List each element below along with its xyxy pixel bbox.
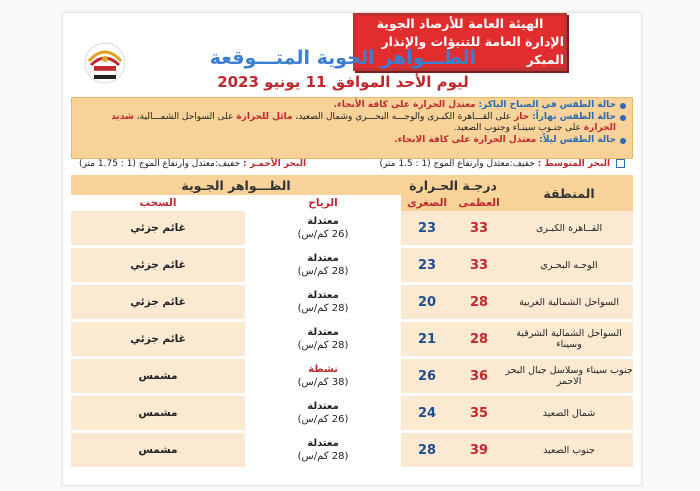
region-cell: السواحل الشمالية الشرقية وسيناء bbox=[505, 321, 633, 358]
min-temp-cell: 23 bbox=[401, 247, 453, 284]
min-temp-cell: 24 bbox=[401, 395, 453, 432]
header-cloud: السحب bbox=[71, 195, 245, 211]
region-cell: شمال الصعيد bbox=[505, 395, 633, 432]
cloud-cell: مشمس bbox=[71, 432, 245, 469]
region-cell: السواحل الشمالية الغربية bbox=[505, 284, 633, 321]
table-row bbox=[71, 284, 633, 321]
max-temp-cell: 28 bbox=[453, 321, 505, 358]
header-region: المنطقة bbox=[505, 175, 633, 211]
region-cell: القــاهرة الكبـرى bbox=[505, 211, 633, 247]
header-min: الصغرى bbox=[401, 195, 453, 211]
wind-cell bbox=[245, 247, 401, 284]
page-title: الظـــواهر الجوية المتـــوقعة bbox=[209, 47, 477, 69]
header-max: العظمى bbox=[453, 195, 505, 211]
table-row bbox=[71, 432, 633, 469]
day-regions-3: على جنـوب سينـاء وجنوب الصعيد. bbox=[453, 123, 581, 133]
org-line-1: الهيئة العامة للأرصاد الجوية bbox=[376, 16, 544, 31]
wind-state: معتدلة bbox=[307, 253, 339, 264]
wind-cell bbox=[245, 321, 401, 358]
day-warm: مائل للحرارة bbox=[236, 112, 293, 122]
red-sea-text: خفيف:معتدل وارتفاع الموج (1 : 1.75 متر) bbox=[79, 159, 241, 169]
day-regions-2: على السواحل الشمـــالية، bbox=[136, 112, 234, 122]
cloud-cell: غائم جزئي bbox=[71, 247, 245, 284]
region-cell: الوجـه البحـري bbox=[505, 247, 633, 284]
wind-speed: (26 كم/س) bbox=[297, 414, 349, 425]
sea-mediterranean bbox=[379, 159, 625, 173]
min-temp-cell: 21 bbox=[401, 321, 453, 358]
table-row bbox=[71, 211, 633, 247]
wind-speed: (28 كم/س) bbox=[297, 340, 349, 351]
weather-summary bbox=[71, 97, 633, 159]
header-wind: الرياح bbox=[245, 195, 401, 211]
date-value: 11 يونيو 2023 bbox=[217, 73, 327, 91]
wind-state: معتدلة bbox=[307, 401, 339, 412]
cloud-cell: مشمس bbox=[71, 358, 245, 395]
checkbox-icon bbox=[616, 159, 625, 168]
meteorology-logo-icon bbox=[81, 39, 129, 87]
bullet-icon bbox=[620, 115, 626, 121]
sea-red bbox=[79, 159, 306, 173]
max-temp-cell: 39 bbox=[453, 432, 505, 469]
med-text: خفيف:معتدل وارتفاع الموج (1 : 1.5 متر) bbox=[379, 159, 535, 169]
bullet-icon bbox=[620, 103, 626, 109]
wind-state: معتدلة bbox=[307, 216, 339, 227]
wind-state: معتدلة bbox=[307, 290, 339, 301]
night-text: معتدل الحرارة على كافة الانحاء. bbox=[394, 135, 537, 145]
cloud-cell: غائم جزئي bbox=[71, 284, 245, 321]
day-very-hot: شديد الحرارة bbox=[111, 112, 616, 133]
org-line-2: الإدارة العامة للتنبؤات والإنذار المبكر bbox=[381, 34, 564, 67]
wind-cell bbox=[245, 284, 401, 321]
header-phenomena: الظـــواهر الجـوية bbox=[71, 175, 401, 195]
wind-state: نشطة bbox=[308, 364, 338, 375]
summary-day bbox=[78, 112, 626, 134]
bullet-icon bbox=[620, 138, 626, 144]
max-temp-cell: 33 bbox=[453, 211, 505, 247]
summary-morning bbox=[78, 100, 626, 111]
day-hot: حار bbox=[514, 112, 530, 122]
wind-cell bbox=[245, 395, 401, 432]
min-temp-cell: 23 bbox=[401, 211, 453, 247]
table-row bbox=[71, 247, 633, 284]
med-label: البحر المتوسط : bbox=[537, 159, 611, 169]
min-temp-cell: 28 bbox=[401, 432, 453, 469]
wind-speed: (28 كم/س) bbox=[297, 451, 349, 462]
table-row bbox=[71, 321, 633, 358]
region-cell: جنوب سيناء وسلاسل جبال البحر الاحمر bbox=[505, 358, 633, 395]
red-sea-label: البحر الأحمـر : bbox=[242, 159, 307, 169]
max-temp-cell: 36 bbox=[453, 358, 505, 395]
min-temp-cell: 26 bbox=[401, 358, 453, 395]
cloud-cell: غائم جزئي bbox=[71, 321, 245, 358]
day-regions-1: على القـــاهرة الكبـرى والوجـــه البحـــري وشمال الصعيد، bbox=[295, 112, 512, 122]
region-cell: جنوب الصعيد bbox=[505, 432, 633, 469]
max-temp-cell: 33 bbox=[453, 247, 505, 284]
min-temp-cell: 20 bbox=[401, 284, 453, 321]
forecast-table bbox=[71, 175, 633, 470]
wind-cell bbox=[245, 358, 401, 395]
max-temp-cell: 35 bbox=[453, 395, 505, 432]
date-prefix: ليوم الأحد الموافق bbox=[331, 73, 469, 91]
morning-text: معتدل الحرارة على كافة الأنحاء. bbox=[333, 100, 476, 110]
summary-night bbox=[78, 135, 626, 146]
forecast-sheet bbox=[62, 12, 642, 486]
wind-cell bbox=[245, 432, 401, 469]
cloud-cell: غائم جزئي bbox=[71, 211, 245, 247]
wind-speed: (28 كم/س) bbox=[297, 303, 349, 314]
wind-cell bbox=[245, 211, 401, 247]
morning-label: حالة الطقس في الصباح الباكر: bbox=[478, 100, 616, 110]
wind-speed: (28 كم/س) bbox=[297, 266, 349, 277]
night-label: حالة الطقس ليلاً: bbox=[539, 135, 616, 145]
forecast-date bbox=[213, 73, 473, 91]
table-row bbox=[71, 358, 633, 395]
cloud-cell: مشمس bbox=[71, 395, 245, 432]
wind-state: معتدلة bbox=[307, 327, 339, 338]
sea-state bbox=[71, 159, 633, 173]
max-temp-cell: 28 bbox=[453, 284, 505, 321]
wind-speed: (38 كم/س) bbox=[297, 377, 349, 388]
table-row bbox=[71, 395, 633, 432]
day-label: حالة الطقس نهاراً: bbox=[532, 112, 616, 122]
wind-state: معتدلة bbox=[307, 438, 339, 449]
wind-speed: (26 كم/س) bbox=[297, 229, 349, 240]
header-temperature: درجـة الحـرارة bbox=[401, 175, 505, 195]
